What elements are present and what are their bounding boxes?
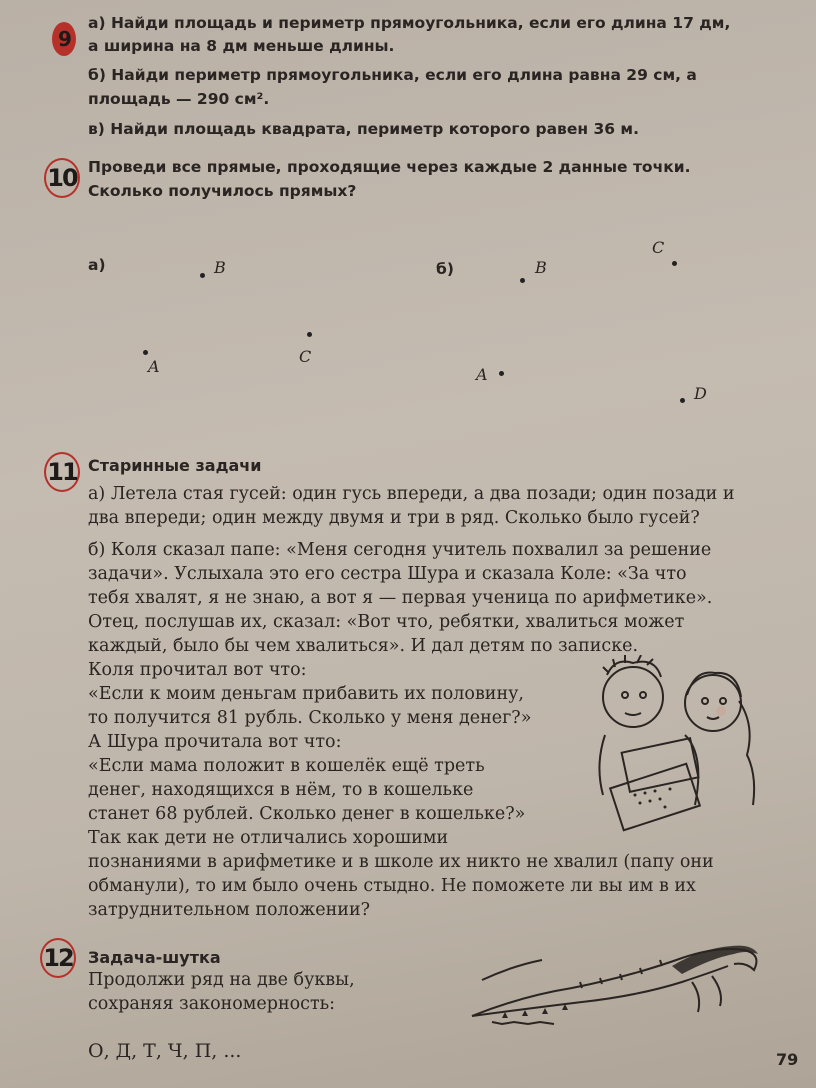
label-a-B: B [214,258,226,277]
label-b-D: D [694,384,707,403]
task-11b-line4: Отец, послушав их, сказал: «Вот что, ребятки, хвалиться может [88,612,685,632]
crocodile-illustration [462,936,782,1032]
page-number: 79 [776,1050,799,1069]
task-12-sequence: О, Д, Т, Ч, П, ... [88,1040,242,1062]
point-a-C [307,332,312,337]
point-a-B [200,273,205,278]
task-12-line1: Продолжи ряд на две буквы, [88,970,355,990]
task-12-title: Задача-шутка [88,948,221,967]
task-11b-line6: Коля прочитал вот что: [88,660,307,680]
label-b-C: C [652,238,665,257]
label-b-A: A [476,365,488,384]
task-11b-line14: познаниями в арифметике и в школе их никто не хвалил (папу они [88,852,714,872]
label-a-A: A [148,357,160,376]
task-11a-line1: а) Летела стая гусей: один гусь впереди, а два позади; один позади и [88,484,735,504]
task-11-title: Старинные задачи [88,456,262,475]
task-11b-line1: б) Коля сказал папе: «Меня сегодня учитель похвалил за решение [88,540,712,560]
task-10-line2: Сколько получилось прямых? [88,182,357,200]
task-10-line1: Проведи все прямые, проходящие через каждые 2 данные точки. [88,158,691,176]
label-b-B: B [535,258,547,277]
point-a-A [143,350,148,355]
task-number-9: 9 [52,22,76,56]
task-number-12: 12 [40,938,76,978]
task-11b-line7: «Если к моим деньгам прибавить их половину, [88,684,524,704]
task-number-11: 11 [44,452,80,492]
task-9b-line2: площадь — 290 см². [88,90,270,108]
task-11b-line3: тебя хвалят, я не знаю, а вот я — первая ученица по арифметике». [88,588,713,608]
task-11b-line9: А Шура прочитала вот что: [88,732,342,752]
task-11a-line2: два впереди; один между двумя и три в ряд. Сколько было гусей? [88,508,700,528]
point-b-B [520,278,525,283]
task-11b-line10: «Если мама положит в кошелёк ещё треть [88,756,485,776]
task-11b-line16: затруднительном положении? [88,900,370,920]
task-10-part-a-label: а) [88,256,106,274]
task-11b-line15: обманули), то им было очень стыдно. Не поможете ли вы им в их [88,876,696,896]
label-a-C: C [299,347,312,366]
point-b-C [672,261,677,266]
task-11b-line5: каждый, было бы чем хвалиться». И дал детям по записке. [88,636,639,656]
task-9c-line1: в) Найди площадь квадрата, периметр которого равен 36 м. [88,120,639,138]
task-11b-line12: станет 68 рублей. Сколько денег в кошельке?» [88,804,526,824]
task-10-part-b-label: б) [436,260,454,278]
task-9b-line1: б) Найди периметр прямоугольника, если его длина равна 29 см, а [88,66,697,84]
point-b-D [680,398,685,403]
task-11b-line11: денег, находящихся в нём, то в кошельке [88,780,474,800]
task-9a-line2: а ширина на 8 дм меньше длины. [88,37,395,55]
task-9a-line1: а) Найди площадь и периметр прямоугольника, если его длина 17 дм, [88,14,731,32]
task-12-line2: сохраняя закономерность: [88,994,336,1014]
task-number-10: 10 [44,158,80,198]
task-11b-line13: Так как дети не отличались хорошими [88,828,449,848]
task-11b-line2: задачи». Услыхала это его сестра Шура и сказала Коле: «За что [88,564,687,584]
task-11b-line8: то получится 81 рубль. Сколько у меня денег?» [88,708,532,728]
point-b-A [499,371,504,376]
children-illustration [585,655,785,835]
